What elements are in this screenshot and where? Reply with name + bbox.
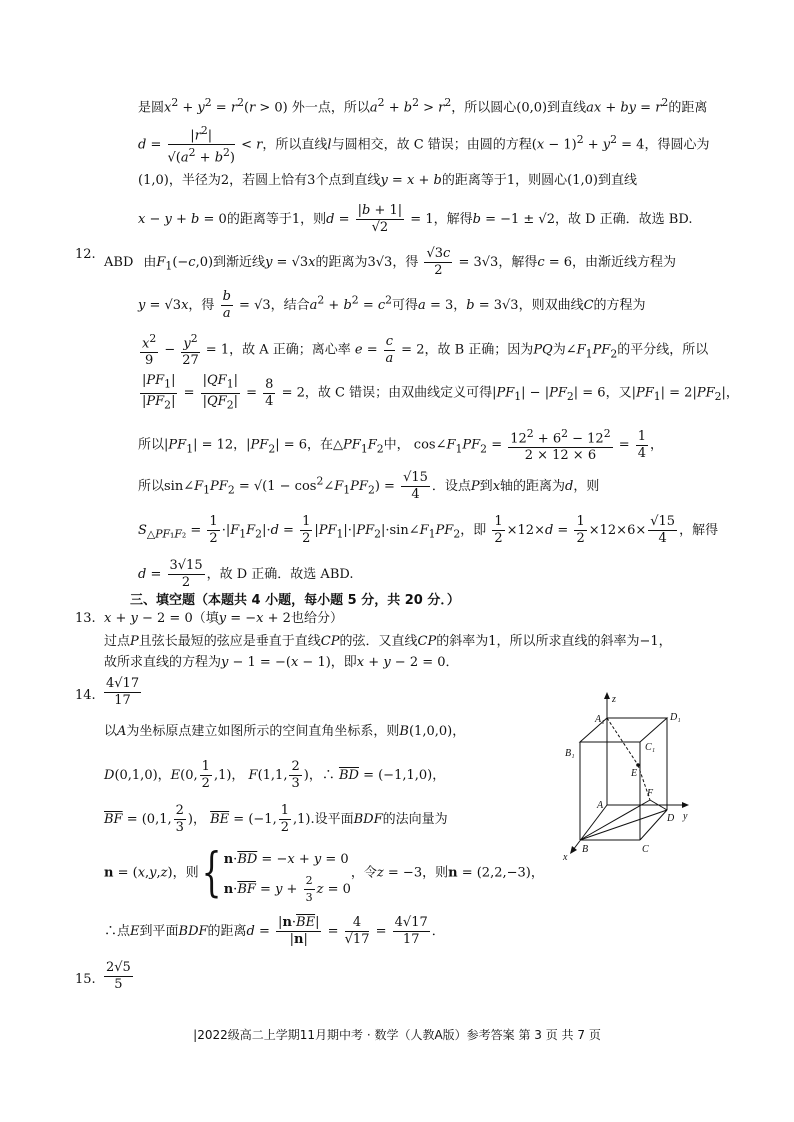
q14-answer-num: 4√17	[106, 676, 140, 691]
q15-answer	[102, 960, 135, 993]
q13-line-1: 过点P且弦长最短的弦应是垂直于直线CP的弦．又直线CP的斜率为1，所以所求直线的斜率为−1，	[104, 634, 672, 649]
label-c1: C₁	[645, 742, 656, 753]
q12-line-8: d = $\frac{3√15}{2}$ ，故 D 正确．故选 ABD.	[138, 558, 354, 590]
q14-line-1: 以A为坐标原点建立如图所示的空间直角坐标系，则B(1,0,0)，	[104, 724, 466, 739]
label-y: y	[683, 811, 688, 822]
q14-line-2: D(0,1,0)，E(0, $\frac{1}{2}$ ,1)， F(1,1, $\frac{2}{3}$ )，∴ $\overline{BD} = (-1,1,0)$，	[104, 759, 446, 791]
label-a: A	[597, 800, 604, 811]
label-b: B	[582, 844, 589, 855]
q12-line-5: 所以$|PF_1| = 12$，$|PF_2| = 6$，在$\triangle PF_1F_2$中， $\cos\angle F_1PF_2$ = $\frac{12^2 + 6^2 - 12^2}{2 \times 12 \times 6}$ = $\frac{1}{4}$ ，	[138, 427, 664, 464]
q15-answer-num: 2√5	[106, 960, 131, 975]
top-face	[580, 718, 667, 742]
q15-answer-den: 5	[114, 977, 123, 992]
q12-line-6: 所以$\sin\angle F_1PF_2 = √(1$ − $\cos^2\angle F_1PF_2$) = $\frac{√15}{4}$ ．设点P到x轴的距离为d，则	[138, 470, 600, 502]
y-arrow	[682, 802, 689, 808]
q12-line-7: $S_{\triangle PF_1F_2}$ = $\frac{1}{2}$ $\cdot|F_1F_2|\cdot d$ = $\frac{1}{2}$ $|PF_1|\cdot|PF_2|\cdot\sin\angle F_1PF_2$，即 $\frac{1}{2}$ ×12×d = $\frac{1}{2}$ ×12×6× $\frac{√15}{4}$ ，解得	[138, 514, 719, 546]
q12-line-2: y = √3x，得 $\frac{b}{a}$ = √3，结合$a^2 + b^2 = c^2$可得a = 3，b = 3√3，则双曲线C的方程为	[138, 289, 646, 321]
q12-number: 12.	[75, 247, 96, 262]
continuation-line-1: 是圆$x^2 + y^2 = r^2(r > 0)$ 外一点，所以$a^2 + b^2 > r^2$，所以圆心(0,0)到直线ax + by = $r^2$的距离	[138, 96, 708, 116]
page-footer: |2022级高二上学期11月期中考 · 数学（人教A版）参考答案 第 3 页 共 7 页	[193, 1028, 601, 1042]
q13-number: 13.	[75, 611, 96, 626]
q14-answer	[102, 676, 143, 709]
label-z: z	[612, 694, 616, 705]
label-x: x	[563, 852, 568, 863]
label-e: E	[631, 768, 638, 779]
q14-answer-den: 17	[114, 693, 131, 708]
label-b1: B₁	[565, 748, 575, 759]
label-d: D	[667, 813, 675, 824]
q15-number: 15.	[75, 972, 96, 987]
label-d1: D₁	[670, 712, 681, 723]
label-f: F	[647, 788, 654, 799]
q14-line-4: n = (x,y,z)，则{ $n\cdot\overline{BD} = -x + y = 0$ $n\cdot\overline{BF} = y$ + $\frac{2}{3}$ z = 0 ，令z = −3，则n = (2,2,−3)，	[104, 843, 544, 904]
q12-line-4: $\frac{|PF_1|}{|PF_2|}$ = $\frac{|QF_1|}{|QF_2|}$ = $\frac{8}{4}$ = 2，故 C 错误；由双曲线定义可得$|PF_1| - |PF_2| = 6$，又$|PF_1| = 2|PF_2|$，	[142, 373, 739, 412]
q14-number: 14.	[75, 688, 96, 703]
continuation-line-3: (1,0)，半径为2，若圆上恰有3个点到直线y = x + b的距离等于1，则圆心(1,0)到直线	[138, 173, 637, 188]
q13-answer: x + y − 2 = 0（填y = −x + 2也给分）	[104, 611, 343, 626]
q14-line-5: ∴点E到平面BDF的距离d = $\frac{|n\cdot\overline{BE}|}{|n|}$ = $\frac{4}{√17}$ = $\frac{4√17}{17}$ ．	[104, 915, 445, 947]
continuation-line-2: d = $\frac{|r^2|}{√(a^2 + b^2)}$ < r，所以直线l与圆相交，故 C 错误；由圆的方程$(x - 1)^2 + y^2 = 4$，得圆心为	[138, 124, 710, 166]
q12-line-3: $\frac{x^2}{9}$ − $\frac{y^2}{27}$ = 1，故 A 正确；离心率 e = $\frac{c}{a}$ = 2，故 B 正确；因为PQ为$\angle F_1PF_2$的平分线，所以	[142, 332, 709, 369]
label-c: C	[642, 844, 649, 855]
label-a1: A₁	[595, 714, 605, 725]
cuboid-figure	[555, 690, 705, 865]
q12-line-1: ABD 由$F_1(-c,0)$到渐近线y = √3x的距离为3√3，得 $\frac{√3c}{2}$ = 3√3，解得c = 6，由渐近线方程为	[104, 246, 677, 278]
continuation-line-4: x − y + b = 0的距离等于1，则d = $\frac{|b + 1|}{√2}$ = 1，解得b = −1 ± √2，故 D 正确．故选 BD.	[138, 203, 693, 235]
z-arrow	[604, 692, 610, 699]
q14-line-3: $\overline{BF} = (0,1$, $\frac{2}{3}$ )， $\overline{BE} = (-1$, $\frac{1}{2}$ ,1).设平面BDF的法向量为	[104, 803, 448, 835]
x-arrow	[570, 846, 577, 854]
section-title: 三、填空题（本题共 4 小题，每小题 5 分，共 20 分．）	[130, 593, 460, 608]
q13-line-2: 故所求直线的方程为y − 1 = −(x − 1)，即x + y − 2 = 0．	[104, 655, 459, 670]
